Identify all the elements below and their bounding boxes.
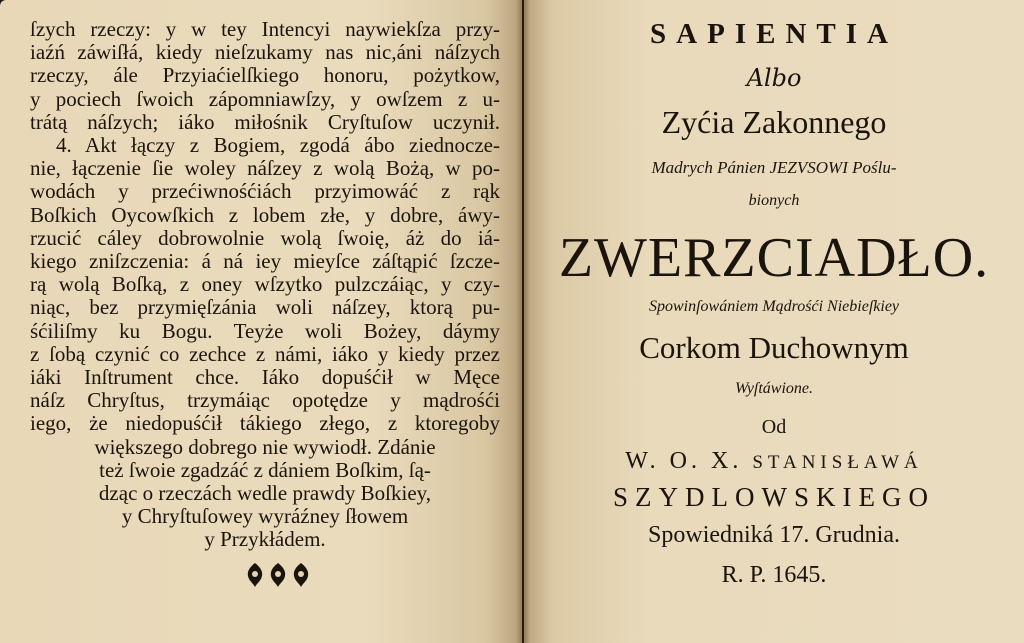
author-initials: W. O. X.: [625, 448, 743, 474]
text-line: z ſobą czynić co zechce z námi, iáko y kiedy przez: [30, 341, 500, 366]
text-line: niąc, bez przymięſzánia woli náſzey, ktorą pu-: [30, 295, 500, 320]
title-main-word: ZWERZCIADŁO.: [558, 227, 990, 289]
title-page: [524, 0, 1024, 643]
title-od: Od: [761, 416, 787, 438]
text-line: y pociech ſwoich zápomniawſzy, y owſzem z u-: [30, 86, 500, 111]
fleuron-leaf-icon: [267, 562, 289, 588]
text-line: ſzych rzeczy: y w tey Intencyi naywiekſza przy-: [30, 17, 500, 41]
text-line: śćiliſmy ku Bogu. Teyże woli Bożey, dáymy: [30, 318, 500, 343]
author-role: Spowiedniká 17. Grudnia.: [648, 522, 900, 548]
fleuron-leaf-icon: [290, 562, 312, 588]
text-line: rzucić cáley dobrowolnie wolą ſwoię, áż do iá-: [30, 225, 500, 250]
text-line: 4. Akt łączy z Bogiem, zgodá ábo ziednocze-: [56, 133, 500, 158]
title-spowinsowaniem: Spowinſowániem Mądrośći Niebieſkiey: [648, 298, 900, 315]
left-page-text: [30, 18, 500, 552]
text-line: náſz Chryſtus, trzymáiąc opotędze y mądrośći: [30, 388, 500, 413]
text-line: iaźń záwiſłá, kiedy nieſzukamy nas nic,áni náſzych: [30, 40, 500, 65]
text-line: wodách y przećiwnośćiách przyimowáć z rąk: [30, 179, 500, 204]
book-gutter: [516, 0, 530, 643]
text-line: rzeczy, ále Przyiaćielſkiego honoru, pożytkow,: [30, 63, 500, 88]
text-line: nie, łączenie ſie woley náſzey z wolą Bożą, w po-: [30, 156, 500, 181]
publication-year: R. P. 1645.: [721, 562, 827, 588]
text-line: rą wolą Boſką, z oney wſzytko pulzczáiąc, y czy-: [30, 272, 500, 297]
title-sapientia: SAPIENTIA: [650, 18, 898, 50]
fleuron-leaf-icon: [244, 562, 266, 588]
text-line: większego dobrego nie wywiodł. Zdánie: [94, 434, 436, 459]
text-line: y Chryſtuſowey wyráźney ſłowem: [121, 504, 409, 529]
text-line: kiego zniſzczenia: á ná iey mieyſce záſtąpić ſzcze-: [30, 249, 500, 274]
title-wystawione: Wyſtáwione.: [734, 380, 814, 397]
text-line: Boſkich Oycowſkich z lobem złe, y dobre, áwy-: [30, 202, 500, 227]
title-madrych-panien: Madrych Pánien JEZVSOWI Poślu-: [651, 158, 897, 177]
title-corkom-duchownym: Corkom Duchownym: [639, 330, 909, 365]
author-first-name: STANISŁAWÁ: [752, 452, 923, 473]
fleuron-ornament-icon: [244, 562, 312, 588]
author-first-line: [524, 448, 1024, 475]
text-line: iego, że niedopuśćił tákiego złego, z ktoregoby: [30, 411, 500, 436]
text-line: y Przykłádem.: [204, 527, 326, 552]
text-line: trátą náſzych; iáko miłośnik Cryſtuſow uczynił.: [30, 109, 500, 134]
text-line: dząc o rzeczách wedle prawdy Boſkiey,: [98, 481, 432, 506]
title-zycia-zakonnego: Zyćia Zakonnego: [661, 104, 887, 140]
text-line: też ſwoie zgadzáć z dániem Boſkim, ſą-: [99, 457, 431, 482]
title-bionych: bionych: [748, 192, 800, 209]
title-albo: Albo: [746, 64, 802, 92]
text-line: iáki Inſtrument chce. Iáko dopuśćił w Męce: [30, 365, 500, 390]
author-surname: SZYDLOWSKIEGO: [613, 482, 935, 512]
